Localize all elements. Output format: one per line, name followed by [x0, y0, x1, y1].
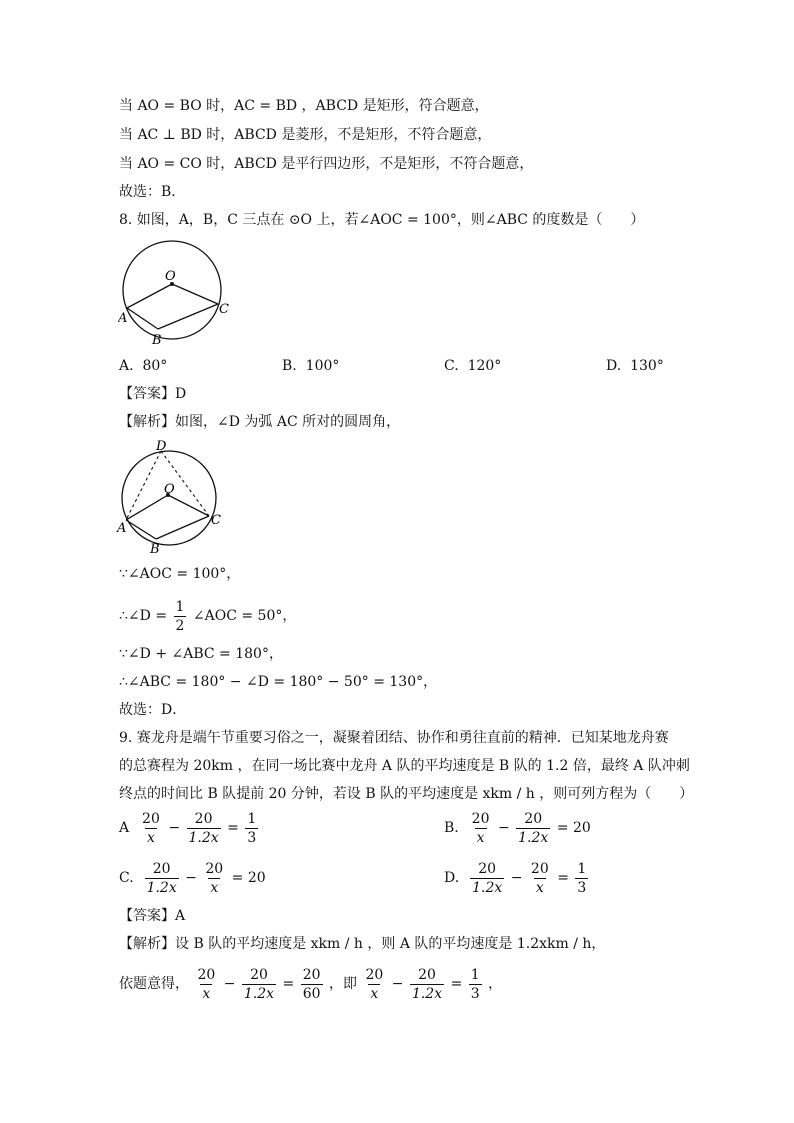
circle-figure-2	[114, 436, 234, 556]
option-a: A $\frac{20}{x}$ − $\frac{20}{1.2x}$ = $\frac{1}{3}$	[119, 810, 257, 846]
option-value: 120°	[467, 358, 502, 374]
option-d	[606, 356, 664, 376]
step-suffix: ∠AOC = 50°，	[192, 608, 297, 624]
label-o: O	[164, 482, 175, 497]
solution-step	[119, 596, 296, 636]
question-9-stem: 终点的时间比 B 队提前 20 分钟，若设 B 队的平均速度是 xkm / h ，则可列方程为（ ）	[119, 786, 694, 802]
fraction: $\frac{20}{1.2x}$	[188, 810, 219, 846]
option-label: C.	[119, 870, 134, 886]
label-c: C	[211, 513, 221, 528]
number: 20	[572, 820, 591, 836]
denominator: 2	[175, 617, 185, 634]
option-label: A.	[119, 358, 134, 374]
option-label: A	[119, 820, 130, 836]
segment-oa	[127, 284, 172, 308]
answer-label: 【答案】D	[119, 386, 187, 402]
solution-step: ∵∠D + ∠ABC = 180°，	[119, 646, 283, 662]
option-a	[119, 356, 167, 376]
fraction: $\frac{20}{x}$	[365, 966, 384, 1002]
fraction: $\frac{1}{3}$	[577, 860, 587, 896]
fraction: $\frac{1}{3}$	[470, 966, 480, 1002]
option-d: D. $\frac{20}{1.2x}$ − $\frac{20}{x}$ = $\frac{1}{3}$	[444, 860, 587, 896]
fraction	[174, 598, 187, 635]
circle	[122, 451, 216, 545]
label-c: C	[219, 302, 229, 317]
option-c: C. $\frac{20}{1.2x}$ − $\frac{20}{x}$ = 20	[119, 860, 266, 896]
fraction: $\frac{20}{x}$	[205, 860, 224, 896]
label-a: A	[117, 521, 127, 536]
solution-step: ∵∠AOC = 100°，	[119, 566, 241, 582]
solution-step: 故选：D．	[119, 702, 187, 718]
label-b: B	[150, 542, 160, 556]
fraction: $\frac{20}{1.2x}$	[518, 810, 549, 846]
circle	[123, 241, 221, 339]
text-line: 当 AO = BO 时，AC = BD ，ABCD 是矩形，符合题意，	[119, 98, 489, 114]
segment-bc	[158, 304, 218, 329]
option-value: 80°	[142, 358, 168, 374]
solution-step: ∴∠ABC = 180° − ∠D = 180° − 50° = 130°，	[119, 674, 438, 690]
label-o: O	[165, 269, 176, 284]
option-value: 130°	[630, 358, 664, 374]
analysis-text: 【解析】如图，∠D 为弧 AC 所对的圆周角，	[119, 414, 401, 430]
equation-prefix: 依题意得，	[119, 976, 189, 992]
segment-oa	[126, 495, 168, 520]
analysis-text: 【解析】设 B 队的平均速度是 xkm / h ，则 A 队的平均速度是 1.2xkm / h，	[119, 936, 606, 952]
fraction: $\frac{20}{x}$	[471, 810, 490, 846]
fraction: $\frac{20}{x}$	[530, 860, 549, 896]
question-9-stem: 的总赛程为 20km ，在同一场比赛中龙舟 A 队的平均速度是 B 队的 1.2 倍，最终 A 队冲刺	[119, 758, 690, 774]
option-b: B. $\frac{20}{x}$ − $\frac{20}{1.2x}$ = 20	[444, 810, 591, 846]
label-d: D	[156, 439, 167, 454]
segment-oc	[168, 495, 209, 516]
text-line: 当 AC ⊥ BD 时，ABCD 是菱形，不是矩形，不符合题意，	[119, 127, 492, 143]
fraction: $\frac{20}{60}$	[302, 966, 321, 1002]
fraction: $\frac{20}{1.2x}$	[472, 860, 503, 896]
fraction: $\frac{20}{x}$	[142, 810, 160, 846]
option-label: D.	[444, 870, 460, 886]
fraction: $\frac{20}{x}$	[197, 966, 216, 1002]
circle-figure-1	[118, 236, 238, 348]
number: 20	[247, 870, 266, 886]
option-value: 100°	[305, 358, 340, 374]
answer-label: 【答案】A	[119, 908, 186, 924]
option-label: B.	[444, 820, 459, 836]
segment-bc	[156, 516, 209, 539]
equation-line: 依题意得， $\frac{20}{x}$ − $\frac{20}{1.2x}$ = $\frac{20}{60}$ ，即 $\frac{20}{x}$ − $\frac{20}{1.2x}$ = $\frac{1}{3}$ ，	[119, 966, 503, 1002]
label-a: A	[118, 311, 128, 326]
option-label: B.	[282, 358, 297, 374]
numerator: 1	[175, 598, 185, 615]
text-line: 故选：B．	[119, 184, 186, 200]
fraction: $\frac{20}{1.2x}$	[146, 860, 177, 896]
fraction: $\frac{1}{3}$	[247, 810, 257, 846]
segment-oc	[172, 284, 218, 304]
option-c	[444, 356, 501, 376]
option-label: C.	[444, 358, 459, 374]
option-label: D.	[606, 358, 622, 374]
question-8-stem: 8. 如图，A，B，C 三点在 ⊙O 上，若∠AOC = 100°，则∠ABC 的度数是（ ）	[119, 212, 645, 228]
option-b	[282, 356, 339, 376]
question-9-stem: 9. 赛龙舟是端午节重要习俗之一，凝聚着团结、协作和勇往直前的精神．已知某地龙舟赛	[119, 730, 669, 746]
equation-end: ，	[488, 976, 503, 992]
fraction: $\frac{20}{1.2x}$	[243, 966, 275, 1002]
step-prefix: ∴∠D =	[119, 608, 168, 624]
label-b: B	[152, 333, 162, 348]
fraction: $\frac{20}{1.2x}$	[411, 966, 443, 1002]
equation-mid: ，即	[329, 976, 358, 992]
text-line: 当 AO = CO 时，ABCD 是平行四边形，不是矩形，不符合题意，	[119, 156, 534, 172]
